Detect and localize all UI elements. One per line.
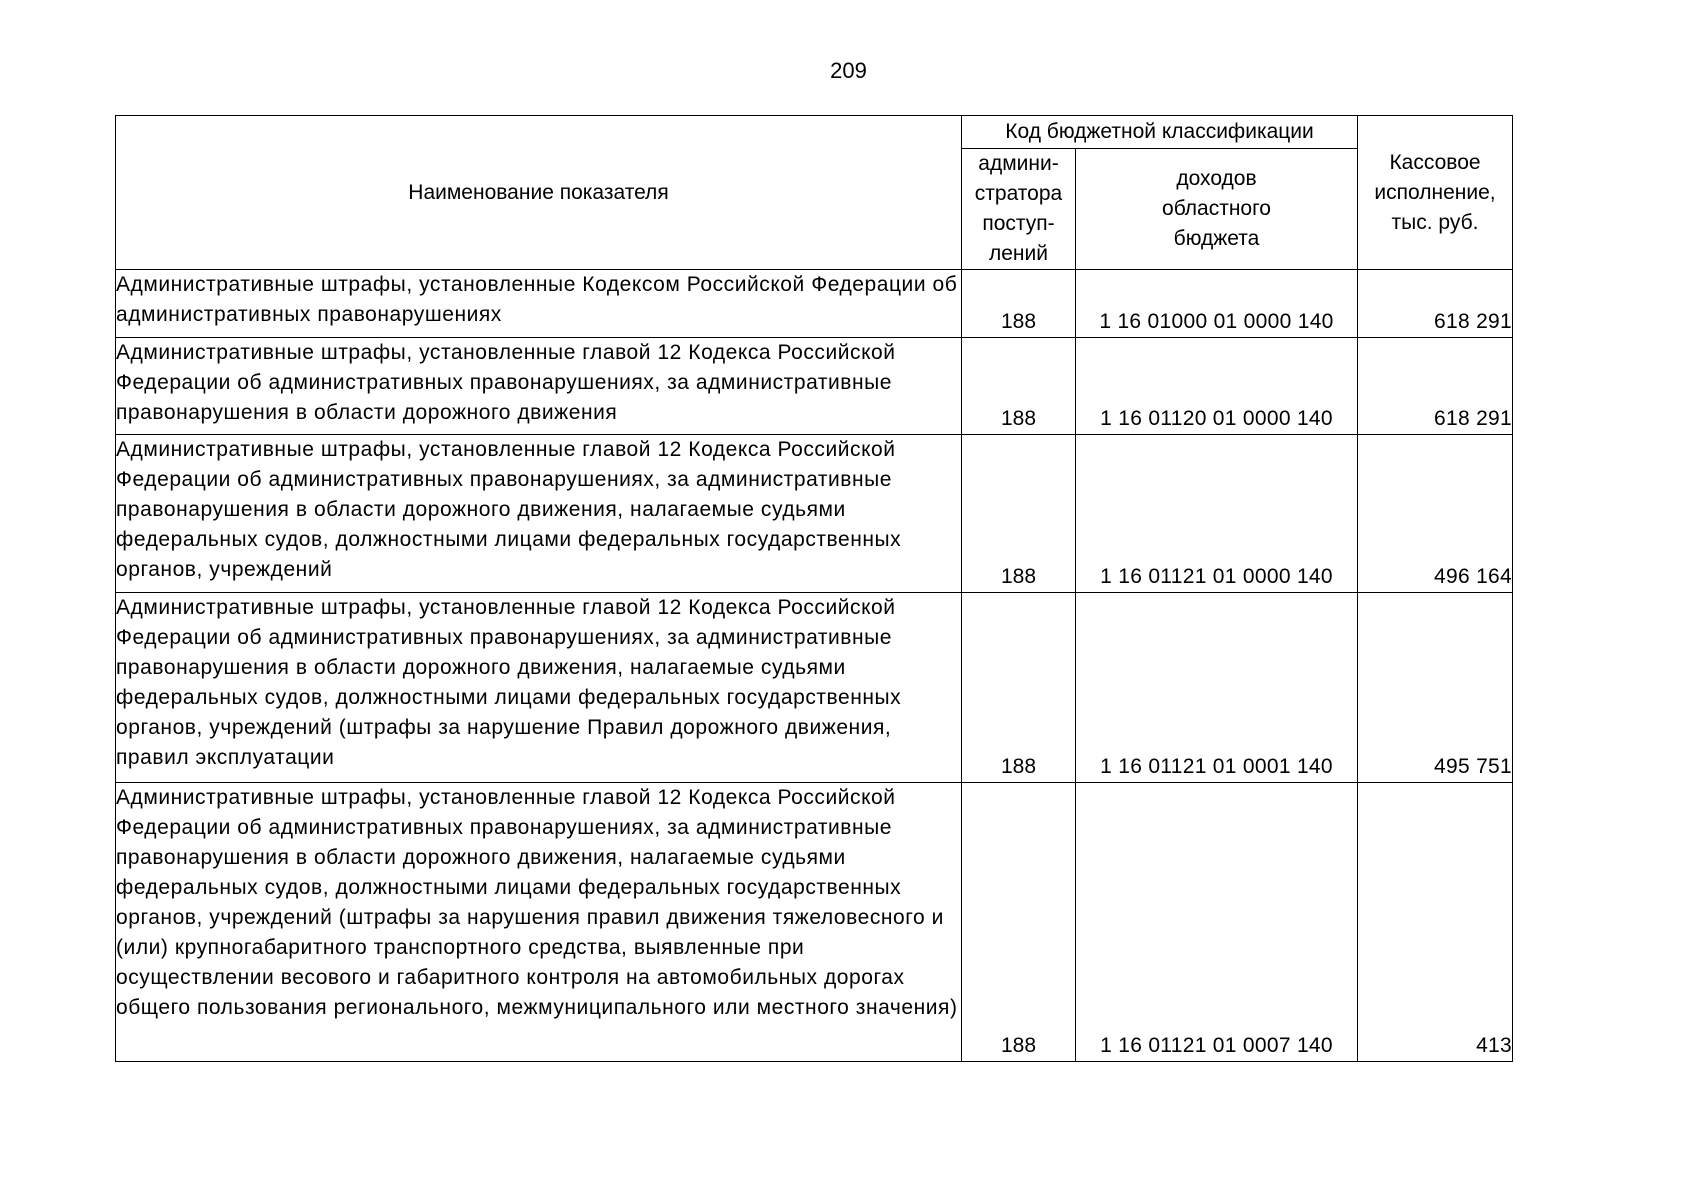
row-income-code: 1 16 01000 01 0000 140: [1076, 270, 1358, 338]
table-row: [116, 593, 1513, 783]
row-amount: 413: [1358, 783, 1513, 1062]
row-admin-code: 188: [962, 338, 1076, 435]
header-cash-execution: Кассовое исполнение, тыс. руб.: [1358, 116, 1513, 270]
page-number: 209: [830, 58, 867, 83]
table-header-row: [116, 116, 1513, 149]
row-amount: 618 291: [1358, 270, 1513, 338]
row-income-code: 1 16 01121 01 0007 140: [1076, 783, 1358, 1062]
row-amount: 618 291: [1358, 338, 1513, 435]
row-amount: 495 751: [1358, 593, 1513, 783]
table-row: [116, 435, 1513, 593]
row-amount: 496 164: [1358, 435, 1513, 593]
table-row: [116, 270, 1513, 338]
row-income-code: 1 16 01121 01 0000 140: [1076, 435, 1358, 593]
header-classification-code: Код бюджетной классификации: [962, 116, 1358, 149]
row-admin-code: 188: [962, 593, 1076, 783]
row-indicator-name: Административные штрафы, установленные главой 12 Кодекса Российской Федерации об административных правонарушениях, за административные правонарушения в области дорожного движения: [116, 338, 962, 435]
row-indicator-name: Административные штрафы, установленные главой 12 Кодекса Российской Федерации об административных правонарушениях, за административные правонарушения в области дорожного движения, налагаемые судьями федеральных судов, должностными лицами федеральных государственных органов, учреждений: [116, 435, 962, 593]
header-admin-code: админи- стратора поступ- лений: [962, 149, 1076, 270]
row-indicator-name: Административные штрафы, установленные главой 12 Кодекса Российской Федерации об административных правонарушениях, за административные правонарушения в области дорожного движения, налагаемые судьями федеральных судов, должностными лицами федеральных государственных органов, учреждений (штрафы за нарушение Правил дорожного движения, правил эксплуатации: [116, 593, 962, 783]
table-row: [116, 338, 1513, 435]
table-row: [116, 783, 1513, 1062]
header-indicator-name: Наименование показателя: [116, 116, 962, 270]
header-income-code: доходов областного бюджета: [1076, 149, 1358, 270]
row-admin-code: 188: [962, 783, 1076, 1062]
row-admin-code: 188: [962, 435, 1076, 593]
row-income-code: 1 16 01120 01 0000 140: [1076, 338, 1358, 435]
row-income-code: 1 16 01121 01 0001 140: [1076, 593, 1358, 783]
row-indicator-name: Административные штрафы, установленные Кодексом Российской Федерации об административных правонарушениях: [116, 270, 962, 338]
row-admin-code: 188: [962, 270, 1076, 338]
budget-revenue-table: [115, 115, 1513, 1062]
row-indicator-name: Административные штрафы, установленные главой 12 Кодекса Российской Федерации об административных правонарушениях, за административные правонарушения в области дорожного движения, налагаемые судьями федеральных судов, должностными лицами федеральных государственных органов, учреждений (штрафы за нарушения правил движения тяжеловесного и (или) крупногабаритного транспортного средства, выявленные при осуществлении весового и габаритного контроля на автомобильных дорогах общего пользования регионального, межмуниципального или местного значения): [116, 783, 962, 1062]
